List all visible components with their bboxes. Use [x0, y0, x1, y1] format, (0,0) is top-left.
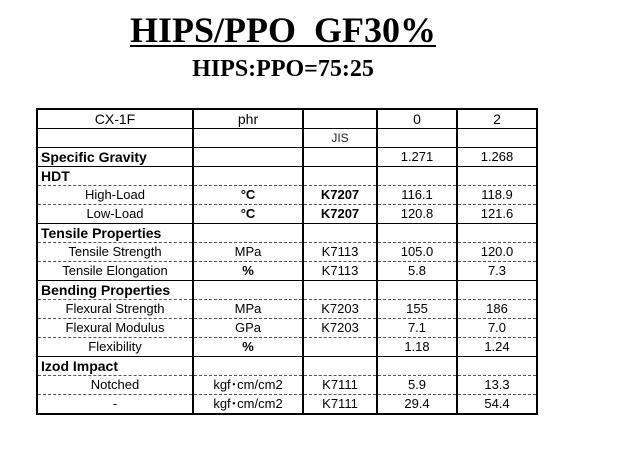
table-row [37, 243, 537, 262]
table-row [37, 262, 537, 281]
header-col1: 0 [377, 109, 457, 129]
row-col1: 155 [377, 300, 457, 319]
table-subheader-row [37, 129, 537, 148]
header-std [303, 109, 377, 129]
row-std [303, 338, 377, 357]
row-std: K7207 [303, 186, 377, 205]
row-col2: 7.3 [457, 262, 537, 281]
row-label: Tensile Elongation [37, 262, 193, 281]
table-row [37, 319, 537, 338]
subheader-label [37, 129, 193, 148]
row-col1: 120.8 [377, 205, 457, 224]
row-col1: 7.1 [377, 319, 457, 338]
row-unit: GPa [193, 319, 303, 338]
row-unit: °C [193, 205, 303, 224]
row-label: Specific Gravity [37, 148, 193, 167]
row-col1: 1.271 [377, 148, 457, 167]
row-unit [193, 148, 303, 167]
row-col2: 120.0 [457, 243, 537, 262]
row-col2: 118.9 [457, 186, 537, 205]
subheader-col2 [457, 129, 537, 148]
table-row [37, 338, 537, 357]
row-col2: 1.268 [457, 148, 537, 167]
row-label: Tensile Strength [37, 243, 193, 262]
section-row [37, 224, 537, 243]
table-row [37, 186, 537, 205]
document-title: HIPS/PPO GF30% [130, 10, 436, 50]
row-unit: kgf･cm/cm2 [193, 376, 303, 395]
subheader-std: JIS [303, 129, 377, 148]
document-subtitle: HIPS:PPO=75:25 [192, 56, 374, 82]
row-col2: 121.6 [457, 205, 537, 224]
row-unit: kgf･cm/cm2 [193, 395, 303, 415]
header-unit: phr [193, 109, 303, 129]
subheader-unit [193, 129, 303, 148]
row-col1: 5.9 [377, 376, 457, 395]
row-label: Notched [37, 376, 193, 395]
row-col2: 1.24 [457, 338, 537, 357]
section-row [37, 281, 537, 300]
table-header-row [37, 109, 537, 129]
row-col1: 116.1 [377, 186, 457, 205]
row-std: K7203 [303, 300, 377, 319]
header-label: CX-1F [37, 109, 193, 129]
row-col2: 13.3 [457, 376, 537, 395]
row-col2: 54.4 [457, 395, 537, 415]
row-unit: MPa [193, 300, 303, 319]
table-row [37, 376, 537, 395]
row-label: - [37, 395, 193, 415]
section-label: HDT [37, 167, 193, 186]
row-unit: °C [193, 186, 303, 205]
properties-table [36, 108, 538, 415]
row-label: Flexibility [37, 338, 193, 357]
row-unit: % [193, 262, 303, 281]
row-std: K7203 [303, 319, 377, 338]
row-label: Flexural Modulus [37, 319, 193, 338]
row-col2: 186 [457, 300, 537, 319]
row-col1: 29.4 [377, 395, 457, 415]
section-label: Izod Impact [37, 357, 193, 376]
table-row [37, 300, 537, 319]
row-col2: 7.0 [457, 319, 537, 338]
row-col1: 1.18 [377, 338, 457, 357]
row-label: High-Load [37, 186, 193, 205]
row-std: K7111 [303, 395, 377, 415]
row-label: Low-Load [37, 205, 193, 224]
row-std: K7113 [303, 243, 377, 262]
row-col1: 105.0 [377, 243, 457, 262]
section-row [37, 167, 537, 186]
row-unit: MPa [193, 243, 303, 262]
row-label: Flexural Strength [37, 300, 193, 319]
table-row [37, 148, 537, 167]
table-row [37, 395, 537, 415]
section-label: Bending Properties [37, 281, 193, 300]
row-std [303, 148, 377, 167]
header-col2: 2 [457, 109, 537, 129]
row-unit: % [193, 338, 303, 357]
row-std: K7207 [303, 205, 377, 224]
subheader-col1 [377, 129, 457, 148]
section-label: Tensile Properties [37, 224, 193, 243]
row-std: K7113 [303, 262, 377, 281]
row-std: K7111 [303, 376, 377, 395]
row-col1: 5.8 [377, 262, 457, 281]
table-row [37, 205, 537, 224]
section-row [37, 357, 537, 376]
